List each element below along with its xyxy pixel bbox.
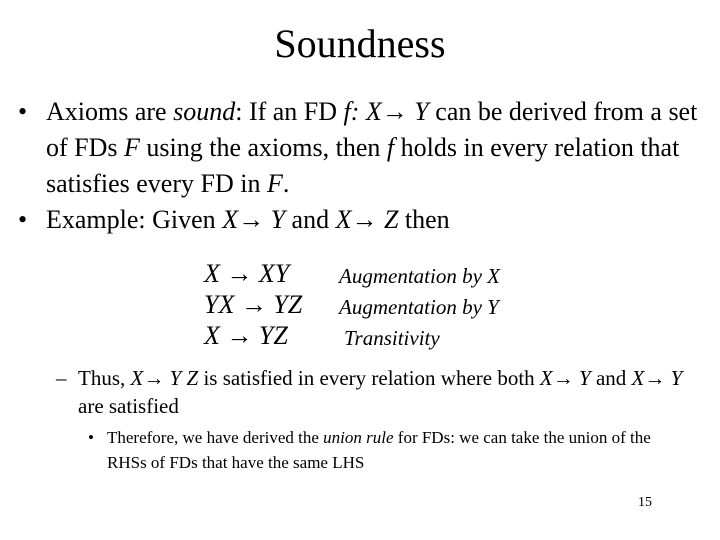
sub-bullet-marker: –: [56, 366, 67, 390]
fd-f: f: X→ Y: [343, 97, 429, 126]
bullet-text: Example: Given X→ Y and X→ Z then: [46, 205, 450, 234]
slide-title: Soundness: [274, 21, 446, 66]
sub-sub-bullet-marker: •: [88, 428, 94, 447]
page-number: 15: [638, 495, 652, 510]
derivation-block: [204, 258, 564, 354]
fd-set-F: F: [124, 133, 140, 162]
derivation-expression: YX → YZ: [204, 290, 303, 319]
derivation-rule: Augmentation by Y: [339, 295, 499, 319]
term-sound: sound: [173, 97, 236, 126]
derivation-expression: X → XY: [204, 259, 290, 288]
fd-x-yz: X→ Y Z: [130, 366, 199, 390]
fd-x-y: X→ Y: [631, 366, 683, 390]
derivation-rule: Augmentation by X: [339, 264, 500, 288]
sub-bullet-text: Thus, X→ Y Z is satisfied in every relation where both X→ Y and X→ Y are satisfied: [78, 366, 683, 418]
fd-set-F-ref: F: [266, 169, 283, 198]
sub-sub-bullet-text: Therefore, we have derived the union rule for FDs: we can take the union of the RHSs of FDs that have the same LHS: [107, 428, 651, 472]
bullet-text: Axioms are sound: If an FD f: X→ Y can be derived from a set of FDs F using the axioms, then f holds in every relation that satisfies every FD in F.: [46, 97, 698, 198]
fd-x-z: X→ Z: [335, 205, 399, 234]
fd-f-ref: f: [386, 133, 395, 162]
fd-x-y: X→ Y: [539, 366, 591, 390]
bullet-marker: •: [18, 205, 28, 234]
fd-x-y: X→ Y: [222, 205, 286, 234]
derivation-rule: Transitivity: [344, 326, 440, 350]
bullet-marker: •: [18, 97, 28, 126]
term-union-rule: union rule: [323, 428, 394, 447]
derivation-expression: X → YZ: [204, 321, 288, 350]
